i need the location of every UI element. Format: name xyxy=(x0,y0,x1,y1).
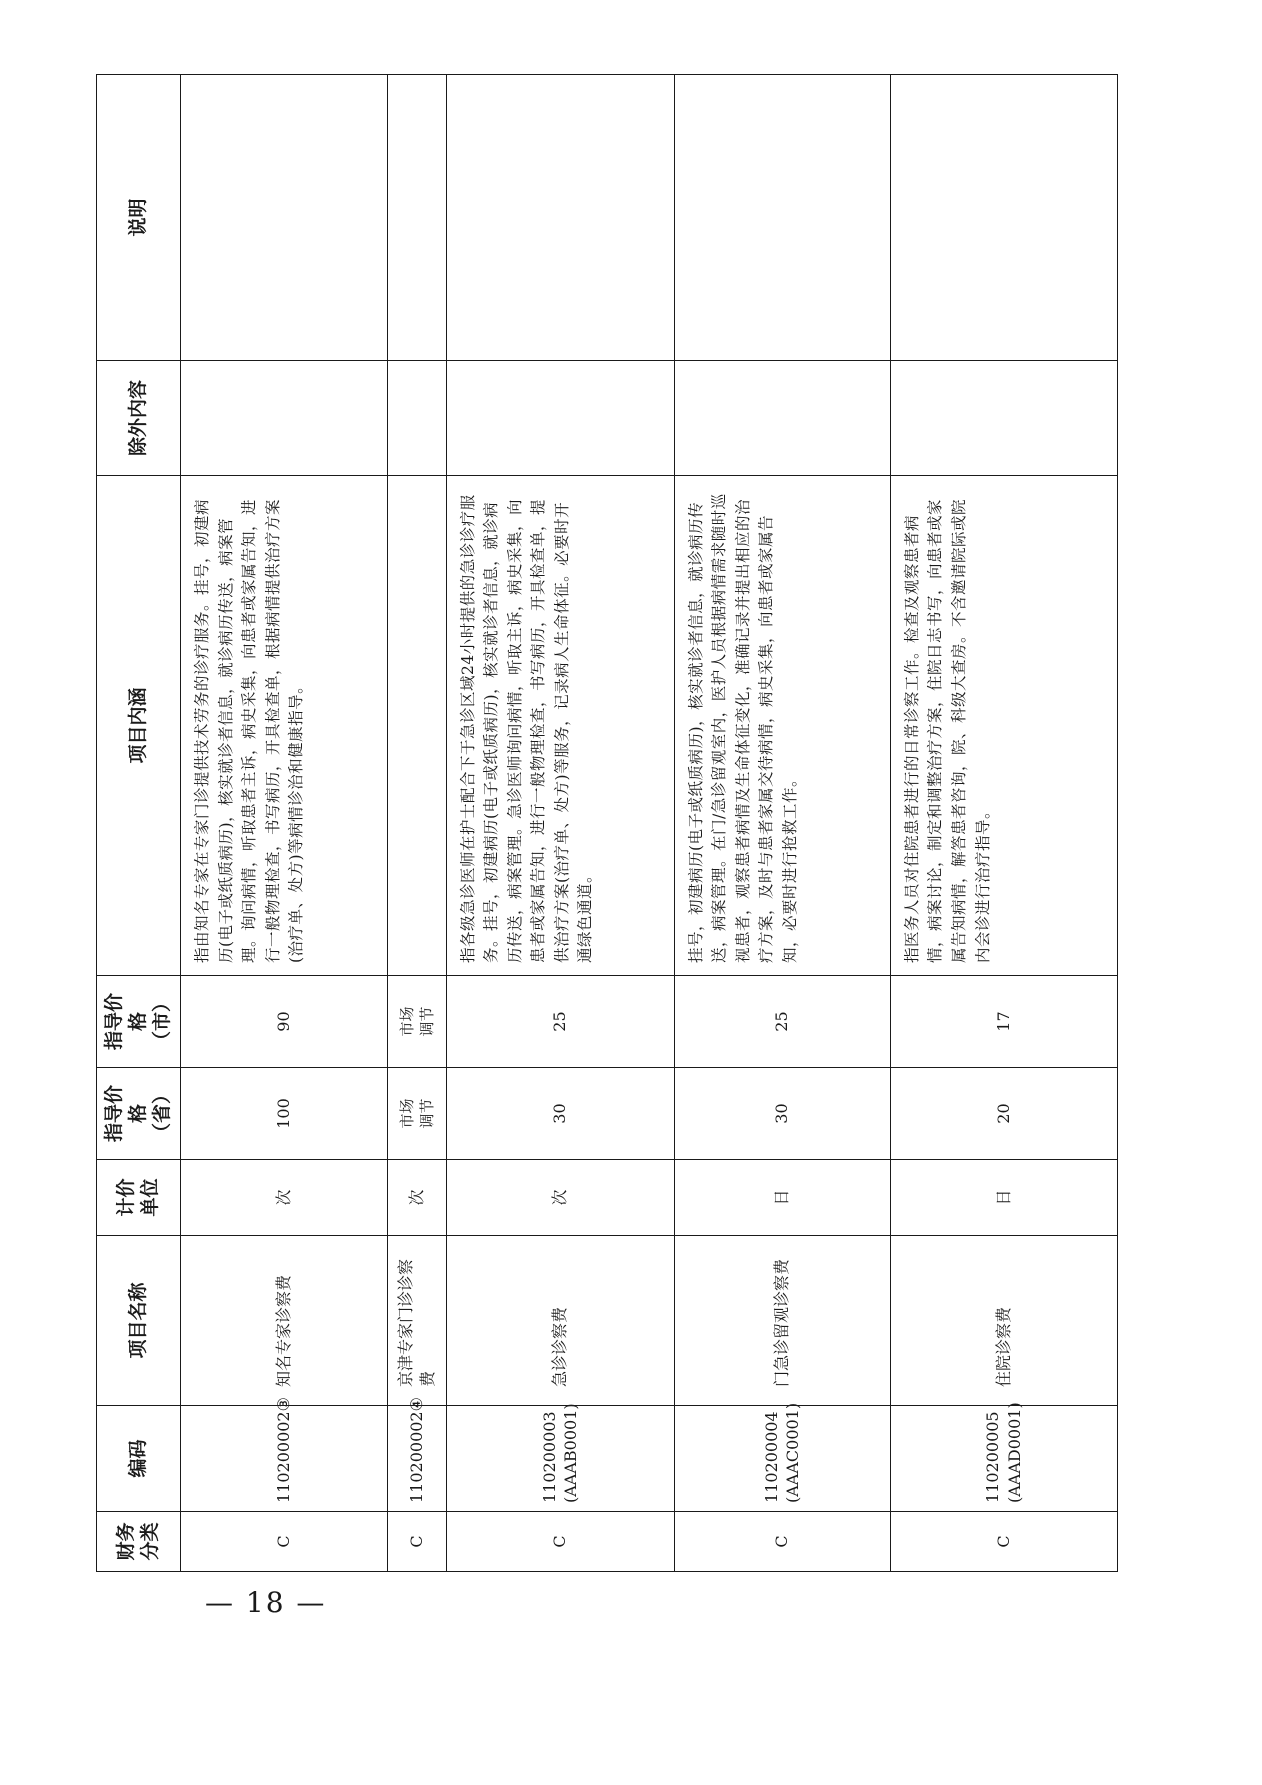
cell-name: 门急诊留观诊察费 xyxy=(674,1236,890,1406)
cell-price-city: 25 xyxy=(674,976,890,1068)
cell-unit: 次 xyxy=(446,1160,674,1236)
cell-name: 京津专家门诊诊察费 xyxy=(388,1236,447,1406)
cell-price-province: 100 xyxy=(181,1068,388,1160)
cell-price-city: 市场 调节 xyxy=(388,976,447,1068)
cell-content: 指各级急诊医师在护士配合下于急诊区域24小时提供的急诊诊疗服务。挂号，初建病历(电子或纸质病历)，核实就诊者信息，就诊病历传送，病案管理。急诊医师询问病情，听取主诉，病史采集，向患者或家属告知，进行一般物理检查，书写病历，开具检查单，提供治疗方案(治疗单、处方)等服务，记录病人生命体征。必要时开通绿色通道。 xyxy=(446,476,674,976)
cell-unit: 次 xyxy=(388,1160,447,1236)
cell-exclude xyxy=(446,361,674,476)
cell-price-province: 市场 调节 xyxy=(388,1068,447,1160)
cell-category: C xyxy=(388,1512,447,1572)
cell-category: C xyxy=(674,1512,890,1572)
cell-price-city: 25 xyxy=(446,976,674,1068)
cell-content: 指医务人员对住院患者进行的日常诊察工作。检查及观察患者病情，病案讨论，制定和调整治疗方案，住院日志书写，向患者或家属告知病情，解答患者咨询，院、科级大查房。不含邀请院际或院内会诊进行治疗指导。 xyxy=(890,476,1117,976)
cell-content xyxy=(388,476,447,976)
cell-price-province: 30 xyxy=(674,1068,890,1160)
header-note: 说明 xyxy=(97,75,181,361)
header-exclude: 除外内容 xyxy=(97,361,181,476)
cell-note xyxy=(446,75,674,361)
table-row xyxy=(446,75,674,1572)
cell-code: 110200002③ xyxy=(181,1406,388,1512)
cell-content: 挂号，初建病历(电子或纸质病历)，核实就诊者信息，就诊病历传送，病案管理。在门/急诊留观室内，医护人员根据病情需求随时巡视患者，观察患者病情及生命体征变化，准确记录并提出相应的治疗方案，及时与患者家属交待病情，病史采集，向患者或家属告知，必要时进行抢救工作。 xyxy=(674,476,890,976)
cell-price-province: 20 xyxy=(890,1068,1117,1160)
table-row xyxy=(890,75,1117,1572)
table-row xyxy=(674,75,890,1572)
cell-category: C xyxy=(181,1512,388,1572)
cell-note xyxy=(388,75,447,361)
header-price-province: 指导价格 （省） xyxy=(97,1068,181,1160)
table-header-row xyxy=(97,75,181,1572)
cell-unit: 日 xyxy=(890,1160,1117,1236)
table-row xyxy=(388,75,447,1572)
cell-note xyxy=(890,75,1117,361)
fee-table xyxy=(96,74,1118,1572)
cell-unit: 次 xyxy=(181,1160,388,1236)
cell-exclude xyxy=(674,361,890,476)
header-unit: 计价 单位 xyxy=(97,1160,181,1236)
cell-name: 住院诊察费 xyxy=(890,1236,1117,1406)
cell-exclude xyxy=(181,361,388,476)
page-number: — 18 — xyxy=(205,1586,327,1619)
cell-price-province: 30 xyxy=(446,1068,674,1160)
cell-category: C xyxy=(890,1512,1117,1572)
header-content: 项目内涵 xyxy=(97,476,181,976)
cell-category: C xyxy=(446,1512,674,1572)
cell-exclude xyxy=(890,361,1117,476)
cell-code: 110200005 (AAAD0001) xyxy=(890,1406,1117,1512)
table-row xyxy=(181,75,388,1572)
cell-price-city: 90 xyxy=(181,976,388,1068)
cell-price-city: 17 xyxy=(890,976,1117,1068)
cell-name: 知名专家诊察费 xyxy=(181,1236,388,1406)
cell-name: 急诊诊察费 xyxy=(446,1236,674,1406)
header-price-city: 指导价格 （市） xyxy=(97,976,181,1068)
header-name: 项目名称 xyxy=(97,1236,181,1406)
cell-note xyxy=(674,75,890,361)
cell-unit: 日 xyxy=(674,1160,890,1236)
cell-exclude xyxy=(388,361,447,476)
cell-code: 110200002④ xyxy=(388,1406,447,1512)
cell-content: 指由知名专家在专家门诊提供技术劳务的诊疗服务。挂号，初建病历(电子或纸质病历)，核实就诊者信息，就诊病历传送，病案管理。询问病情，听取患者主诉，病史采集，向患者或家属告知，进行一般物理检查，书写病历，开具检查单，根据病情提供治疗方案(治疗单、处方)等病情诊治和健康指导。 xyxy=(181,476,388,976)
cell-code: 110200003 (AAAB0001) xyxy=(446,1406,674,1512)
cell-code: 110200004 (AAAC0001) xyxy=(674,1406,890,1512)
fee-table-rotated xyxy=(96,75,1118,1572)
header-code: 编码 xyxy=(97,1406,181,1512)
cell-note xyxy=(181,75,388,361)
header-category: 财务 分类 xyxy=(97,1512,181,1572)
